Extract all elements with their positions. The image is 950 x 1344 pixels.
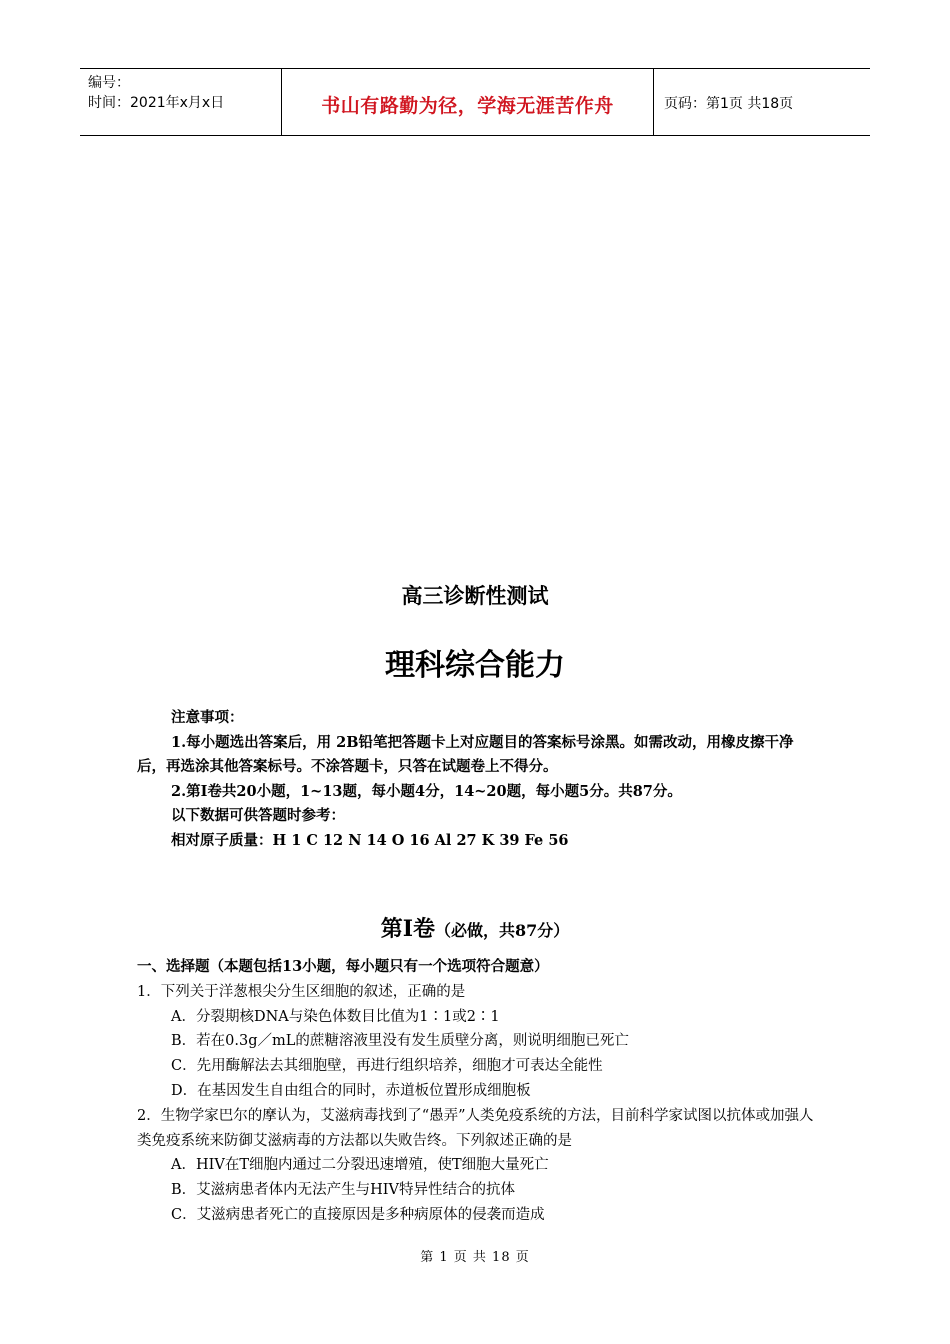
question-option: C．艾滋病患者死亡的直接原因是多种病原体的侵袭而造成 <box>171 1206 545 1223</box>
question-option: B．艾滋病患者体内无法产生与HIV特异性结合的抗体 <box>171 1182 515 1199</box>
notes-reference: 以下数据可供答题时参考： <box>171 807 345 824</box>
header-motto: 书山有路勤为径，学海无涯苦作舟 <box>321 95 614 117</box>
page-footer: 第 1 页 共 18 页 <box>420 1250 530 1265</box>
part-title <box>0 912 950 943</box>
time-label: 时间：2021年x月x日 <box>88 95 225 111</box>
header-left-cell <box>88 73 224 113</box>
exam-subject: 理科综合能力 <box>385 648 565 683</box>
question-option: C．先用酶解法去其细胞壁，再进行组织培养，细胞才可表达全能性 <box>171 1058 603 1075</box>
question-option: A．HIV在T细胞内通过二分裂迅速增殖，使T细胞大量死亡 <box>171 1157 549 1174</box>
question-option: B．若在0.3g／mL的蔗糖溶液里没有发生质壁分离，则说明细胞已死亡 <box>171 1033 629 1050</box>
notes-block <box>137 706 817 853</box>
number-label: 编号： <box>88 75 130 91</box>
page-header <box>80 68 870 136</box>
question-option: A．分裂期核DNA与染色体数目比值为1∶1或2∶1 <box>171 1008 500 1025</box>
question-stem: 2．生物学家巴尔的摩认为，艾滋病毒找到了“愚弄”人类免疫系统的方法，目前科学家试图以抗体或加强人类免疫系统来防御艾滋病毒的方法都以失败告终。下列叙述正确的是 <box>137 1107 814 1149</box>
notes-heading: 注意事项： <box>171 709 244 726</box>
notes-item-2: 2.第Ⅰ卷共20小题，1~13题，每小题4分，14~20题，每小题5分。共87分。 <box>171 782 682 800</box>
part-title-sub: （必做，共87分） <box>435 921 570 940</box>
section-heading: 一、选择题（本题包括13小题，每小题只有一个选项符合题意） <box>137 958 549 975</box>
questions-block <box>137 955 817 1228</box>
question-option: D．在基因发生自由组合的同时，赤道板位置形成细胞板 <box>171 1082 531 1099</box>
notes-atomic-masses: 相对原子质量：H 1 C 12 N 14 O 16 Al 27 K 39 Fe 56 <box>171 831 569 849</box>
header-page-info: 页码：第1页 共18页 <box>664 96 794 112</box>
question-stem: 1．下列关于洋葱根尖分生区细胞的叙述，正确的是 <box>137 983 466 1000</box>
exam-title: 高三诊断性测试 <box>401 584 549 608</box>
notes-item-1: 1.每小题选出答案后，用 2B铅笔把答题卡上对应题目的答案标号涂黑。如需改动，用橡皮擦干净后，再选涂其他答案标号。不涂答题卡，只答在试题卷上不得分。 <box>137 733 794 775</box>
part-title-main: 第Ⅰ卷 <box>380 916 435 942</box>
header-divider <box>653 69 654 135</box>
